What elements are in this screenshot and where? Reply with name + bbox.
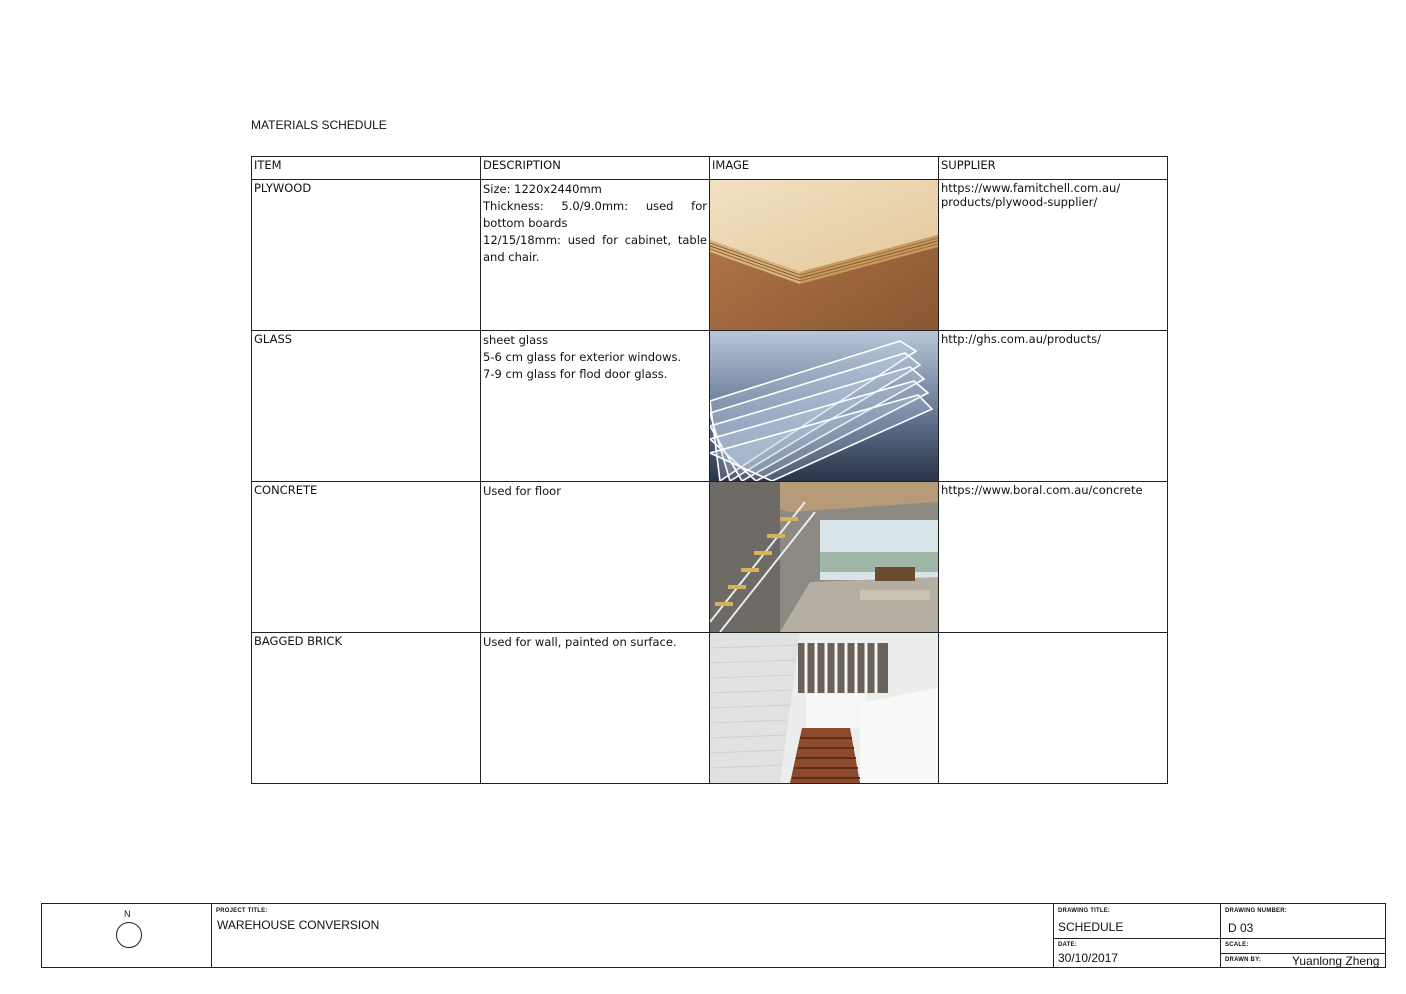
- drawing-number-label: DRAWING NUMBER:: [1225, 908, 1287, 914]
- description-line: 7-9 cm glass for flod door glass.: [483, 367, 668, 381]
- scale-label: SCALE:: [1225, 942, 1249, 948]
- item-cell: CONCRETE: [252, 482, 481, 633]
- description-cell: [481, 482, 710, 633]
- date-label: DATE:: [1058, 942, 1077, 948]
- drawn-by: Yuanlong Zheng: [1292, 954, 1380, 968]
- item-cell: PLYWOOD: [252, 180, 481, 331]
- table-row: [252, 633, 1168, 784]
- concrete-image: [710, 482, 939, 633]
- description-line: Used for floor: [483, 484, 561, 498]
- glass-image: [710, 331, 939, 482]
- description-line: Size: 1220x2440mm: [483, 182, 602, 196]
- date-value: 30/10/2017: [1058, 951, 1119, 965]
- supplier-cell: [939, 633, 1168, 784]
- header-item: ITEM: [252, 157, 481, 180]
- schedule-title: MATERIALS SCHEDULE: [251, 118, 387, 132]
- description-cell: [481, 180, 710, 331]
- bagged-brick-stair-photo: [710, 633, 938, 783]
- supplier-link[interactable]: https://www.boral.com.au/concrete: [941, 483, 1143, 497]
- title-block: [41, 903, 1386, 968]
- header-supplier: SUPPLIER: [939, 157, 1168, 180]
- description-line: sheet glass: [483, 333, 549, 347]
- description-cell: [481, 633, 710, 784]
- glass-sheets-photo: [710, 331, 938, 481]
- table-row: [252, 180, 1168, 331]
- materials-table: [251, 156, 1168, 784]
- drawing-title-label: DRAWING TITLE:: [1058, 908, 1111, 914]
- project-title: WAREHOUSE CONVERSION: [217, 918, 380, 932]
- north-label: N: [124, 909, 131, 919]
- drawing-title: SCHEDULE: [1058, 920, 1124, 934]
- drawn-by-label: DRAWN BY:: [1225, 957, 1262, 963]
- project-title-label: PROJECT TITLE:: [216, 908, 268, 914]
- supplier-link[interactable]: https://www.famitchell.com.au/: [941, 181, 1121, 195]
- header-image: IMAGE: [710, 157, 939, 180]
- plywood-photo: [710, 180, 938, 330]
- table-row: [252, 482, 1168, 633]
- supplier-link[interactable]: products/plywood-supplier/: [941, 195, 1098, 209]
- description-line: Thickness: 5.0/9.0mm: used for bottom boards: [483, 199, 707, 230]
- table-header-row: [252, 157, 1168, 180]
- description-cell: [481, 331, 710, 482]
- drawing-number: D 03: [1228, 921, 1254, 935]
- description-line: Used for wall, painted on surface.: [483, 635, 677, 649]
- item-cell: GLASS: [252, 331, 481, 482]
- item-cell: BAGGED BRICK: [252, 633, 481, 784]
- north-arrow-icon: [116, 922, 142, 948]
- bagged-brick-image: [710, 633, 939, 784]
- supplier-cell: [939, 482, 1168, 633]
- supplier-link[interactable]: http://ghs.com.au/products/: [941, 332, 1101, 346]
- description-line: 12/15/18mm: used for cabinet, table and chair.: [483, 233, 707, 264]
- plywood-image: [710, 180, 939, 331]
- supplier-cell: [939, 180, 1168, 331]
- concrete-interior-photo: [710, 482, 938, 632]
- table-row: [252, 331, 1168, 482]
- supplier-cell: [939, 331, 1168, 482]
- header-description: DESCRIPTION: [481, 157, 710, 180]
- description-line: 5-6 cm glass for exterior windows.: [483, 350, 682, 364]
